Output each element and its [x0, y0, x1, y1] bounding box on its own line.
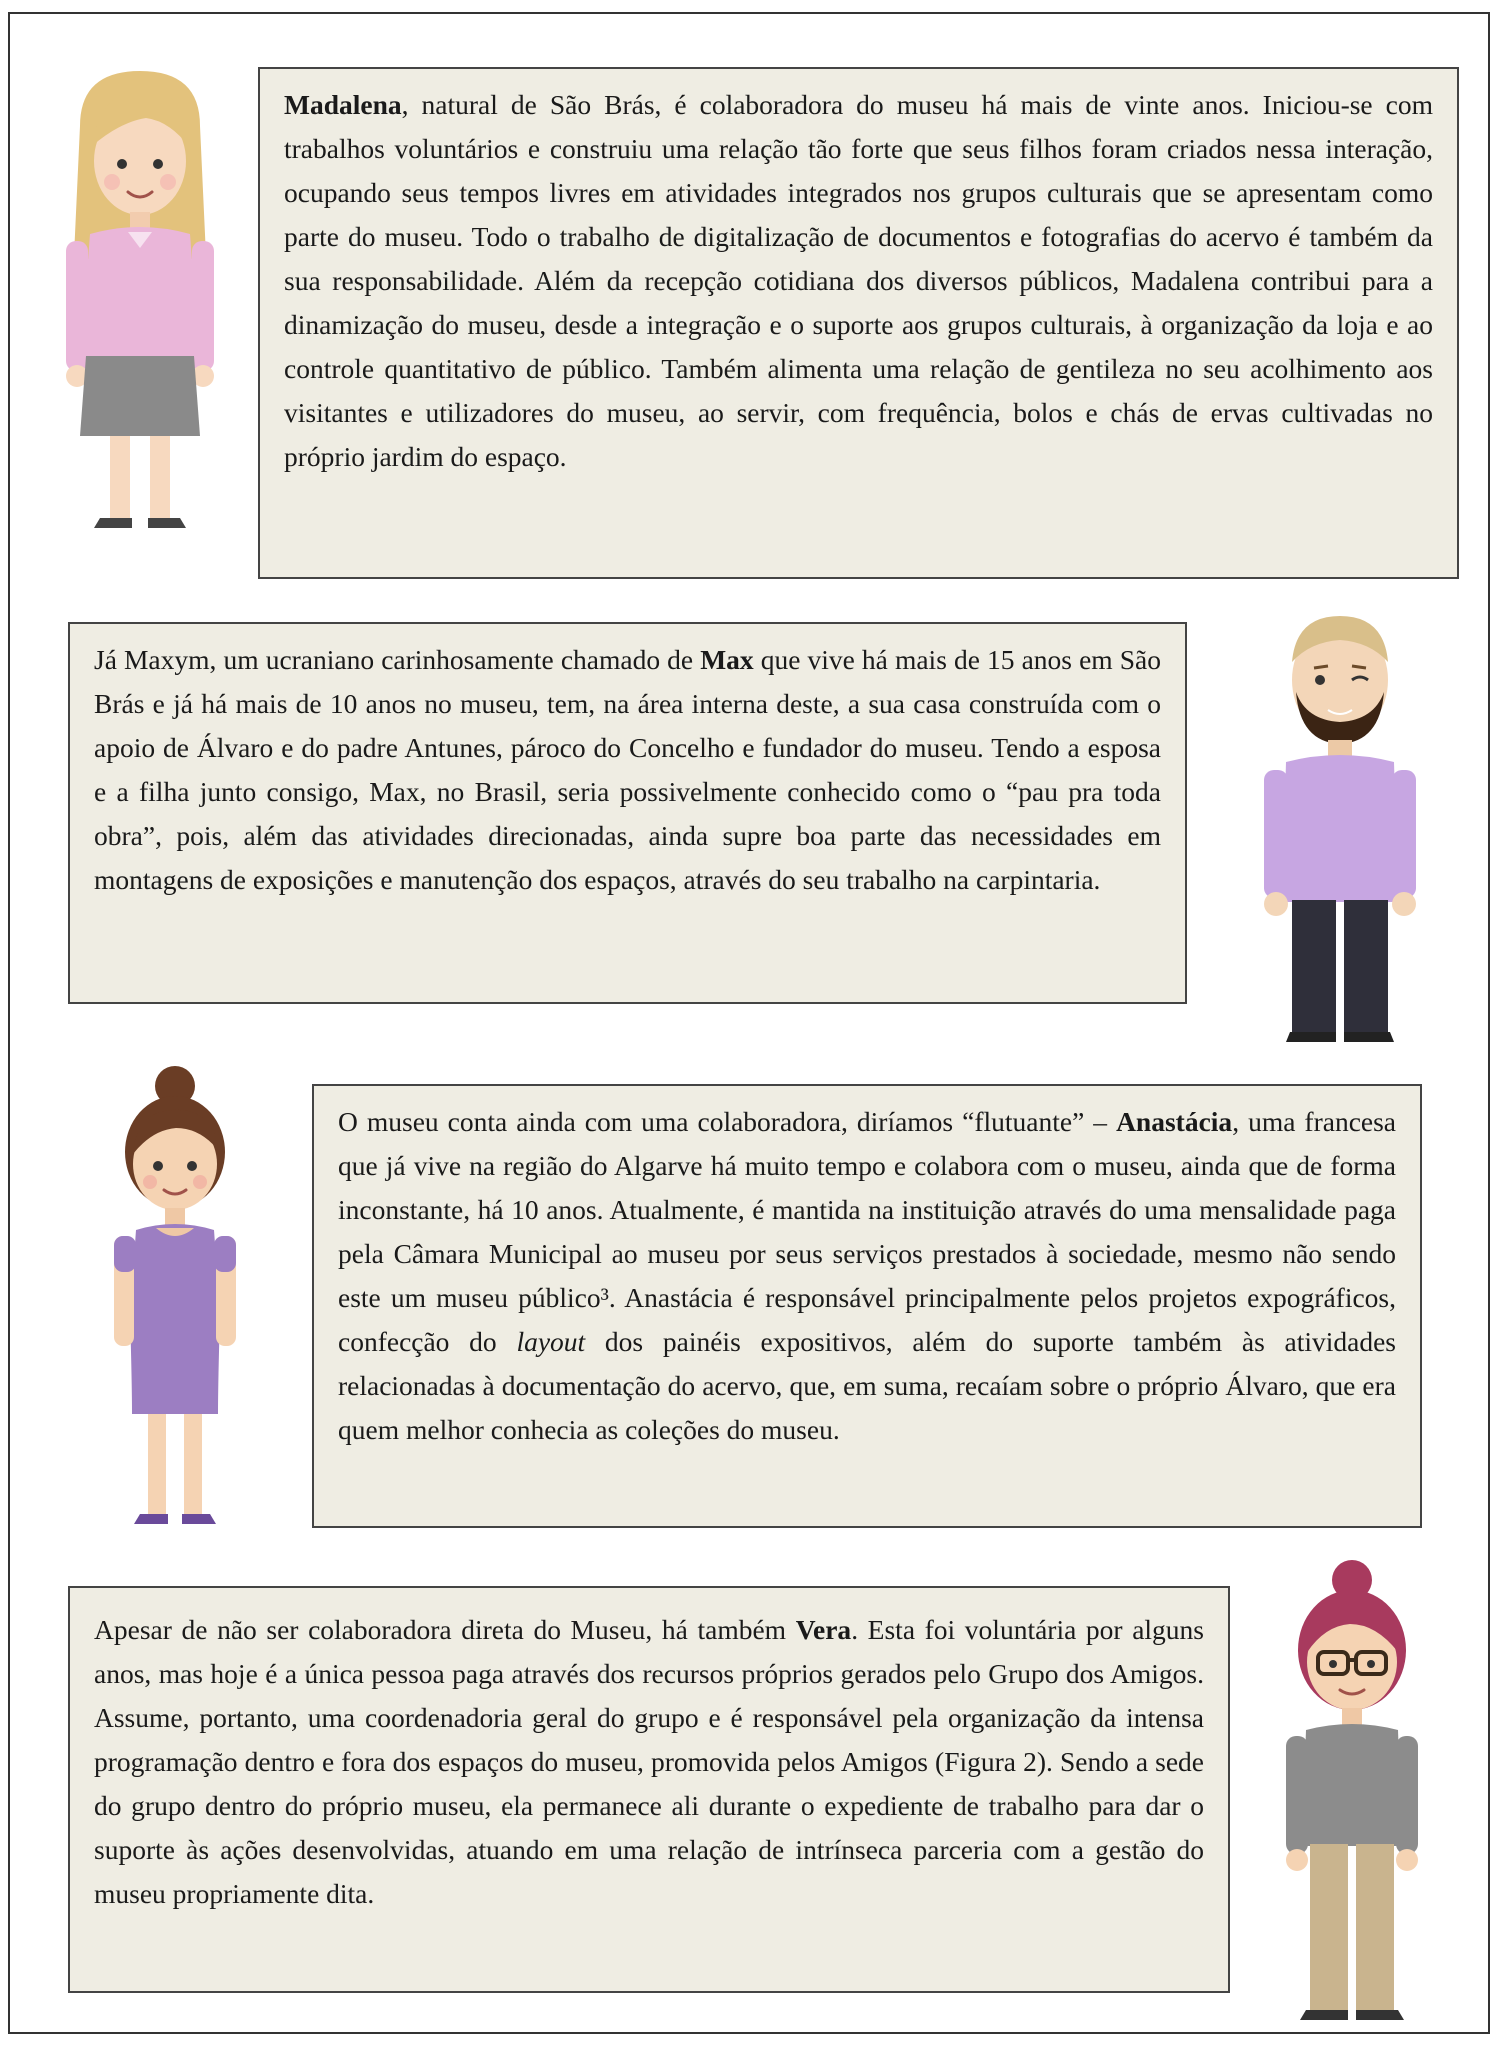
- man-bearded-lilac-shirt-icon: [1240, 602, 1440, 1042]
- vera-text-before: Apesar de não ser colaboradora direta do Museu, há também: [94, 1614, 796, 1645]
- madalena-text-box: [258, 67, 1459, 579]
- vera-paragraph: [94, 1608, 1204, 1916]
- vera-text-after: . Esta foi voluntária por alguns anos, mas hoje é a única pessoa paga através dos recursos próprios gerados pelo Grupo dos Amigos. Assume, portanto, uma coordenadoria geral do grupo e é responsável pela organização da intensa programação dentro e fora dos espaços do museu, promovida pelos Amigos (Figura 2). Sendo a sede do grupo dentro do próprio museu, ela permanece ali durante o expediente de trabalho para dar o suporte às ações desenvolvidas, atuando em uma relação de intrínseca parceria com a gestão do museu propriamente dita.: [94, 1614, 1204, 1909]
- woman-bun-purple-dress-icon: [100, 1064, 250, 1534]
- max-paragraph: [94, 638, 1161, 902]
- max-text-box: [68, 622, 1187, 1004]
- anastacia-text-box: [312, 1084, 1422, 1528]
- anastacia-italic-term: layout: [516, 1326, 586, 1357]
- woman-glasses-grey-top-icon: [1262, 1560, 1442, 2030]
- max-text-before: Já Maxym, um ucraniano carinhosamente chamado de: [94, 644, 701, 675]
- woman-blonde-pink-shirt-icon: [50, 66, 230, 536]
- anastacia-name: Anastácia: [1116, 1106, 1233, 1137]
- max-text-after: que vive há mais de 15 anos em São Brás e já há mais de 10 anos no museu, tem, na área interna deste, a sua casa construída com o apoio de Álvaro e do padre Antunes, pároco do Concelho e fundador do museu. Tendo a esposa e a filha junto consigo, Max, no Brasil, seria possivelmente conhecido como o “pau pra toda obra”, pois, além das atividades direcionadas, ainda supre boa parte das necessidades em montagens de exposições e manutenção dos espaços, através do seu trabalho na carpintaria.: [94, 644, 1161, 895]
- anastacia-text-before: O museu conta ainda com uma colaboradora, diríamos “flutuante” –: [338, 1106, 1117, 1137]
- anastacia-paragraph: [338, 1100, 1396, 1452]
- vera-name: Vera: [795, 1614, 852, 1645]
- vera-text-box: [68, 1586, 1230, 1993]
- madalena-name: Madalena: [284, 89, 402, 120]
- anastacia-text-end: dos painéis expositivos, além do suporte também às atividades relacionadas à documentação do acervo, que, em suma, recaíam sobre o próprio Álvaro, que era quem melhor conhecia as coleções do museu.: [338, 1326, 1397, 1445]
- max-name: Max: [700, 644, 754, 675]
- anastacia-text-after: , uma francesa que já vive na região do Algarve há muito tempo e colabora com o museu, ainda que de forma inconstante, há 10 anos. Atualmente, é mantida na instituição através do uma mensalidade paga pela Câmara Municipal ao museu por seus serviços prestados à sociedade, mesmo não sendo este um museu público³. Anastácia é responsável principalmente pelos projetos expográficos, confecção do: [338, 1106, 1397, 1357]
- madalena-text-after: , natural de São Brás, é colaboradora do museu há mais de vinte anos. Iniciou-se com trabalhos voluntários e construiu uma relação tão forte que seus filhos foram criados nessa interação, ocupando seus tempos livres em atividades integrados nos grupos culturais que se apresentam como parte do museu. Todo o trabalho de digitalização de documentos e fotografias do acervo é também da sua responsabilidade. Além da recepção cotidiana dos diversos públicos, Madalena contribui para a dinamização do museu, desde a integração e o suporte aos grupos culturais, à organização da loja e ao controle quantitativo de público. Também alimenta uma relação de gentileza no seu acolhimento aos visitantes e utilizadores do museu, ao servir, com frequência, bolos e chás de ervas cultivadas no próprio jardim do espaço.: [284, 89, 1433, 472]
- madalena-paragraph: [284, 83, 1433, 479]
